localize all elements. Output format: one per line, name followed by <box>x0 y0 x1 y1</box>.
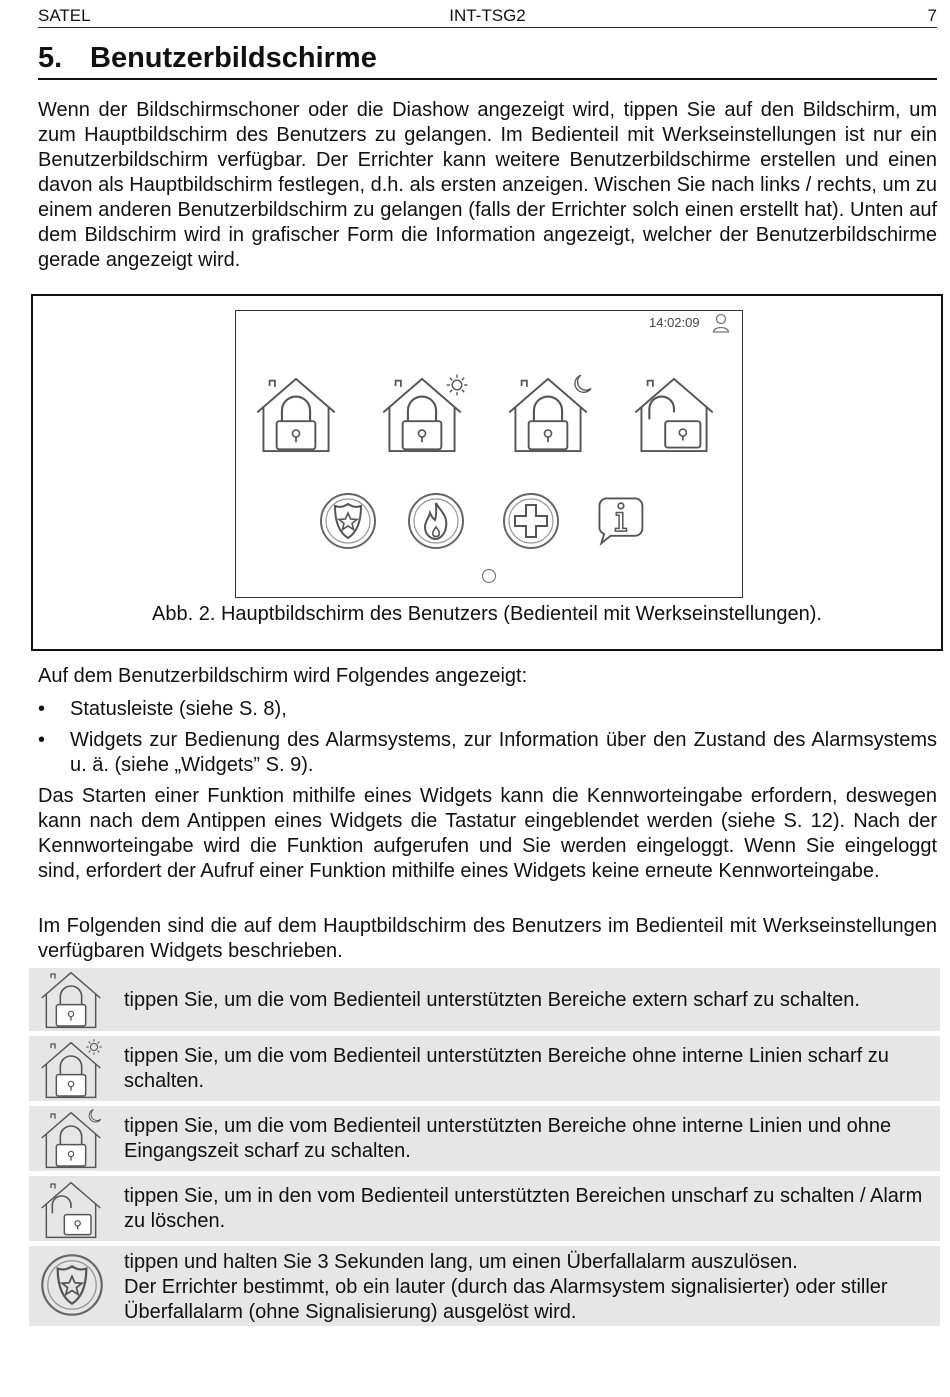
page-header <box>38 6 937 28</box>
section-heading <box>38 42 937 80</box>
disarm-icon[interactable] <box>630 375 718 455</box>
widget-description: tippen Sie, um die vom Bedienteil unterstützten Bereiche ohne interne Linien und ohne Eingangszeit scharf zu schalten. <box>124 1115 892 1162</box>
keypad-screen <box>235 310 743 598</box>
page-indicator-dot <box>482 569 496 583</box>
status-clock: 14:02:09 <box>649 315 700 330</box>
intro-paragraph: Wenn der Bildschirmschoner oder die Diashow angezeigt wird, tippen Sie auf den Bildschirm, um zum Hauptbildschirm des Benutzers zu gelangen. Im Bedienteil mit Werkseinstellungen ist nur ein Benutzerbildschirm verfügbar. Der Errichter kann weitere Benutzerbildschirme erstellen und einen davon als Hauptbildschirm festlegen, d.h. als ersten anzeigen. Wischen Sie nach links / rechts, um zu einem anderen Benutzerbildschirm zu gelangen (falls der Errichter solch einen erstellt hat). Unten auf dem Bildschirm wird in grafischer Form die Information angezeigt, welcher der Benutzerbildschirme gerade angezeigt wird. <box>38 99 937 271</box>
panic-icon[interactable] <box>318 491 378 551</box>
widget-description: tippen und halten Sie 3 Sekunden lang, um einen Überfallalarm auszulösen. <box>124 1251 798 1273</box>
widget-row-arm-stay <box>29 1036 940 1101</box>
section-number: 5. <box>38 42 63 74</box>
header-page-number: 7 <box>927 6 937 25</box>
moon-icon <box>87 1108 103 1124</box>
section-title: Benutzerbildschirme <box>90 42 377 74</box>
arm-full-icon <box>37 970 105 1030</box>
widget-description: tippen Sie, um die vom Bedienteil unterstützten Bereiche ohne interne Linien scharf zu schalten. <box>124 1045 889 1092</box>
list-item <box>38 728 937 778</box>
paragraph-widgets-intro: Im Folgenden sind die auf dem Hauptbildschirm des Benutzers im Bedienteil mit Werkseinstellungen verfügbaren Widgets beschrieben. <box>38 915 937 962</box>
list-item <box>38 697 937 722</box>
header-brand: SATEL <box>38 6 91 25</box>
panic-icon <box>39 1252 105 1318</box>
moon-icon <box>572 373 594 395</box>
sun-icon <box>445 373 469 397</box>
arm-full-icon[interactable] <box>252 375 340 455</box>
bullet-symbol: • <box>38 698 46 720</box>
widget-description: tippen Sie, um die vom Bedienteil unterstützten Bereiche extern scharf zu schalten. <box>124 989 860 1011</box>
sun-icon <box>85 1038 103 1056</box>
bullet-text: Widgets zur Bedienung des Alarmsystems, zur Information über den Zustand des Alarmsystems u. ä. (siehe „Widgets” S. 9). <box>70 729 937 776</box>
paragraph-password: Das Starten einer Funktion mithilfe eines Widgets kann die Kennworteingabe erfordern, deswegen kann nach dem Antippen eines Widgets die Tastatur eingeblendet werden (siehe S. 12). Nach der Kennworteingabe wird die Funktion aufgerufen und Sie werden eingeloggt. Wenn Sie eingeloggt sind, erfordert der Aufruf einer Funktion mithilfe eines Widgets keine erneute Kennworteingabe. <box>38 785 937 882</box>
fire-icon[interactable] <box>406 491 466 551</box>
widget-description: tippen Sie, um in den vom Bedienteil unterstützten Bereichen unscharf zu schalten / Alarm zu löschen. <box>124 1185 923 1232</box>
medical-icon[interactable] <box>501 491 561 551</box>
figure-frame <box>31 294 943 651</box>
info-icon[interactable] <box>592 491 648 547</box>
widget-row-arm-full <box>29 968 940 1031</box>
user-icon <box>712 313 730 333</box>
list-intro: Auf dem Benutzerbildschirm wird Folgendes angezeigt: <box>38 665 528 687</box>
widget-description-note: Der Errichter bestimmt, ob ein lauter (durch das Alarmsystem signalisierter) oder stiller Überfallalarm (ohne Signalisierung) ausgelöst wird. <box>124 1276 888 1323</box>
bullet-symbol: • <box>38 729 46 751</box>
disarm-icon <box>37 1180 105 1240</box>
widget-row-disarm <box>29 1176 940 1241</box>
widget-row-panic <box>29 1246 940 1326</box>
bullet-text: Statusleiste (siehe S. 8), <box>70 698 287 720</box>
figure-caption: Abb. 2. Hauptbildschirm des Benutzers (Bedienteil mit Werkseinstellungen). <box>152 603 822 625</box>
header-product: INT-TSG2 <box>449 6 526 25</box>
widget-row-arm-night <box>29 1106 940 1171</box>
